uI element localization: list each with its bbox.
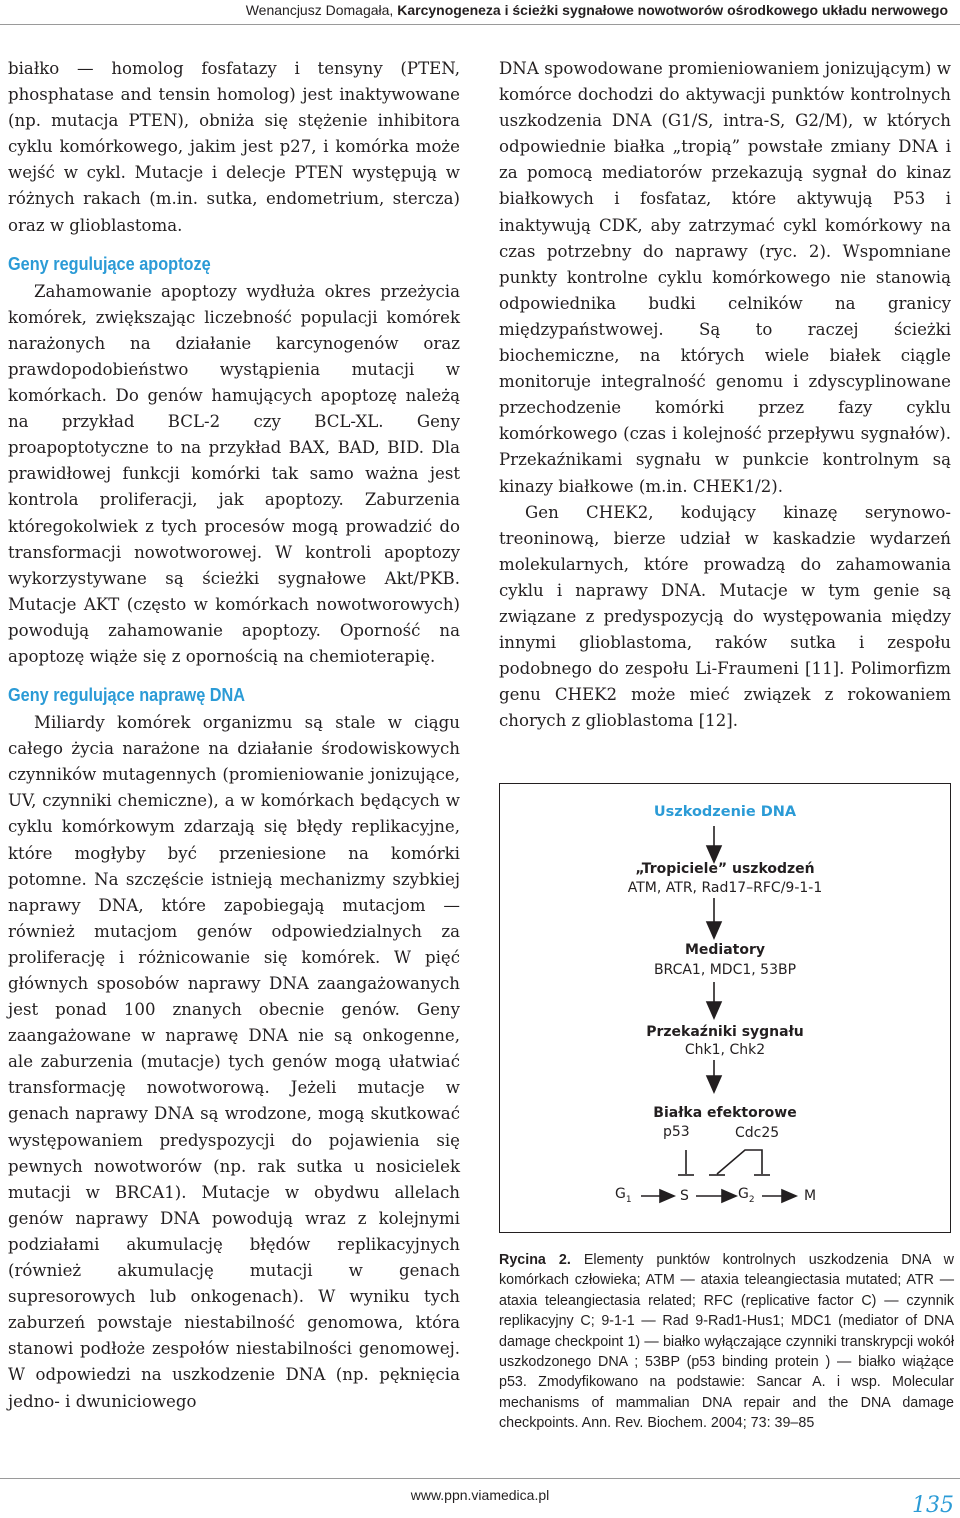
phase-g2 [738,1186,755,1205]
sensors-list: ATM, ATR, Rad17–RFC/9-1-1 [627,880,823,896]
phase-g1-letter: G [615,1186,626,1202]
effector-cdc25: Cdc25 [735,1125,780,1141]
sensors-title: „Tropiciele” uszkodzeń [635,861,815,877]
arrowhead-g2-m [782,1190,796,1202]
left-column [8,56,460,1415]
damage-title: Uszkodzenie DNA [653,804,797,820]
footer-divider [0,1478,960,1479]
heading-dna-repair: Geny regulujące naprawę DNA [8,684,246,706]
arrowhead-damage [707,846,721,862]
phase-g2-subscript: 2 [748,1194,755,1205]
header-title: Karcynogeneza i ścieżki sygnałowe nowotworów ośrodkowego układu nerwowego [397,2,948,18]
mediators-title: Mediatory [684,942,766,958]
effectors-title: Białka efektorowe [653,1105,797,1121]
diagram-connectors [500,784,950,1232]
caption-label: Rycina 2. [499,1252,571,1268]
inhibit-line-cdc25 [717,1150,762,1174]
page-number: 135 [912,1493,954,1518]
arrowhead-g1-s [660,1190,674,1202]
intro-paragraph: białko — homolog fosfatazy i tensyny (PTEN, phosphatase and tensin homolog) jest inaktywowane (np. mutacja PTEN), obniża się stężenie inhibitora cyklu komórkowego, jakim jest p27, i komórka może wejść w cykl. Mutacje i delecje PTEN występują w różnych rakach (m.in. sutka, endometrium, stercza) oraz w glioblastoma. [8,59,460,235]
checkpoint-paragraph: DNA spowodowane promieniowaniem jonizującym) w komórce dochodzi do aktywacji punktów kontrolnych uszkodzenia DNA (G1/S, intra-S, G2/M), w których odpowiednie białka „tropią” powstałe zmiany DNA i za pomocą mediatorów przekazują sygnał do kinaz białkowych i fosfataz, które aktywują P53 i inaktywują CDK, aby zatrzymać cykl komórkowy na czas potrzebny do naprawy (ryc. 2). Wspomniane punkty kontrolne cyklu komórkowego nie stanowią odpowiednika budki celników na granicy międzypaństwowej. Są to raczej ścieżki biochemiczne, na których wiele białek ciągle monitoruje integralność genomu i zdyscyplinowane przechodzenie komórki przez fazy cyklu komórkowego (czas i kolejność przepływu sygnałów). Przekaźnikami sygnału w punkcie kontrolnym są kinazy białkowe (m.in. CHEK1/2). [499,59,951,496]
footer-url[interactable]: www.ppn.viamedica.pl [410,1487,550,1503]
header-divider [0,24,960,25]
figure-caption [499,1250,954,1434]
effector-p53: p53 [663,1124,690,1140]
phase-g2-letter: G [738,1186,749,1202]
heading-apoptosis: Geny regulujące apoptozę [8,252,211,274]
arrowhead-mediators [707,1002,721,1018]
caption-text: Elementy punktów kontrolnych uszkodzenia DNA w komórkach człowieka; ATM — ataxia teleangiectasia mutated; ATR — ataxia teleangiectasia related; RFC (replicative factor C) — czynnik replikacyjny C; 9-1-1 — Rad 9-Rad1-Hus1; MDC1 (mediator of DNA damage checkpoint 1) — białko wyłączające czynniki transkrypcji wokół uszkodzonego DNA ; 53BP (p53 binding protein ) — białko wiążące p53. Zmodyfikowano na podstawie: Sancar A. i wsp. Molecular mechanisms of mammalian DNA repair and the DNA damage checkpoints. Ann. Rev. Biochem. 2004; 73: 39–85 [499,1252,954,1432]
arrowhead-s-g2 [722,1190,736,1202]
arrowhead-transducers [707,1076,721,1092]
phase-s: S [680,1188,689,1204]
header-author: Wenancjusz Domagała, [245,2,394,18]
chek2-paragraph: Gen CHEK2, kodujący kinazę serynowo-treoninową, bierze udział w kaskadzie wydarzeń molekularnych, które prowadzą do zahamowania cyklu i naprawy DNA. Mutacje w tym genie są związane z predyspozycją do występowania między innymi glioblastoma, raków sutka i zespołu podobnego do zespołu Li-Fraumeni [11]. Polimorfizm genu CHEK2 może mieć związek z rokowaniem chorych z glioblastoma [12]. [499,502,951,731]
transducers-list: Chk1, Chk2 [684,1042,766,1058]
apoptosis-paragraph: Zahamowanie apoptozy wydłuża okres przeżycia komórek, zwiększając liczebność populacji komórek narażonych na działanie karcynogenów oraz prawdopodobieństwo wystąpienia mutacji w komórkach. Do genów hamujących apoptozę należą na przykład BCL-2 czy BCL-XL. Geny proapoptotyczne to na przykład BAX, BAD, BID. Dla prawidłowej funkcji komórki tak samo ważna jest kontrola proliferacji, jak apoptozy. Zaburzenia któregokolwiek z tych procesów mogą prowadzić do transformacji nowotworowej. W kontroli apoptozy wykorzystywane są ścieżki sygnałowe Akt/PKB. Mutacje AKT (często w komórkach nowotworowych) powodują zahamowanie apoptozy. Oporność na apoptozę wiąże się z opornością na chemioterapię. [8,281,460,666]
phase-g1 [615,1186,632,1205]
running-header [246,2,948,18]
arrowhead-sensors [707,922,721,938]
mediators-list: BRCA1, MDC1, 53BP [653,962,797,978]
phase-g1-subscript: 1 [625,1194,632,1205]
transducers-title: Przekaźniki sygnału [646,1024,804,1040]
figure-checkpoint-diagram [499,783,951,1233]
phase-m: M [804,1188,817,1204]
right-column [499,56,951,734]
dna-repair-paragraph: Miliardy komórek organizmu są stale w ciągu całego życia narażone na działanie środowiskowych czynników mutagennych (promieniowanie jonizujące, UV, czynniki chemiczne), a w komórkach będących w cyklu komórkowym zdarzają się błędy replikacyjne, które mogłyby być przeniesione na komórki potomne. Na szczęście istnieją mechanizmy szybkiej naprawy DNA, które zapobiegają mutacjom — również mutacjom genów odpowiedzialnych za proliferację i różnicowanie się komórek. W pięć głównych sposobów naprawy DNA zaangażowanych jest ponad 100 znanych obecnie genów. Geny zaangażowane w naprawę DNA nie są onkogenne, ale zaburzenia (mutacje) tych genów mogą ułatwiać transformację nowotworową. Jeżeli mutacje w genach naprawy DNA są wrodzone, mogą skutkować występowaniem predyspozycji do pojawienia się pewnych nowotworów (np. rak sutka u nosicielek mutacji w BRCA1). Mutacje w obydwu allelach genów naprawy DNA powodują wraz z kolejnymi podziałami akumulację błędów replikacyjnych (również akumulację mutacji w genach supresorowych lub onkogenach). W wyniku tych zaburzeń powstaje niestabilność genomowa, która stanowi podłoże zespołów niestabilności genomowej. W odpowiedzi na uszkodzenie DNA (np. pęknięcia jedno- i dwuniciowego [8,713,460,1411]
